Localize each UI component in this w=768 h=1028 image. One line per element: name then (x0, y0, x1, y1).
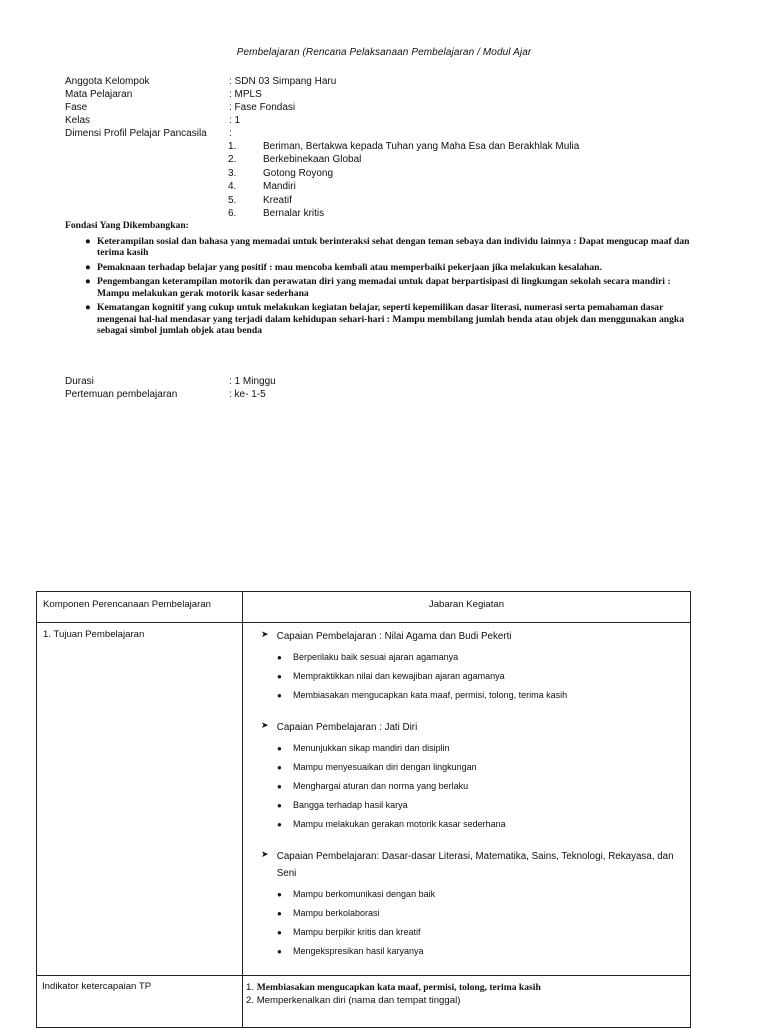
item-text: Membiasakan mengucapkan kata maaf, permisi, tolong, terima kasih (256, 982, 541, 993)
list-item (228, 153, 579, 166)
meta-row-kelas (65, 114, 625, 127)
list-item (261, 942, 690, 961)
list-item (65, 276, 695, 299)
table-header-row (37, 592, 691, 623)
bullet-icon: ● (277, 909, 282, 918)
bullet-icon: ● (277, 820, 282, 829)
fondasi-section (65, 220, 695, 340)
bullet-icon: ● (277, 782, 282, 791)
item-text: Bangga terhadap hasil karya (293, 800, 408, 810)
item-text: Kematangan kognitif yang cukup untuk melakukan kegiatan belajar, seperti kepemilikan dasar literasi, numerasi serta pemahaman dasar mengenai hal-hal mendasar yang terjadi dalam kehidupan sehari-hari : Mampu membilang jumlah benda atau objek dan menggunakan angka sebagai simbol jumlah objek atau benda (97, 302, 685, 336)
bullet-icon: ● (277, 947, 282, 956)
meta-value: : Fase Fondasi (229, 102, 296, 113)
item-text: Berperilaku baik sesuai ajaran agamanya (293, 652, 459, 662)
bullet-icon: ● (85, 235, 91, 247)
item-text: Mampu berkolaborasi (293, 908, 380, 918)
item-text: Menunjukkan sikap mandiri dan disiplin (293, 743, 450, 753)
item-number: 2. (228, 154, 237, 166)
meta-value: : ke- 1-5 (229, 389, 266, 400)
row-label-tujuan: 1. Tujuan Pembelajaran (37, 623, 243, 976)
meta-row-dimensi (65, 127, 625, 140)
capaian-list (261, 648, 690, 705)
item-text: Mampu menyesuaikan diri dengan lingkungan (293, 762, 477, 772)
bullet-icon: ● (85, 261, 91, 273)
meta-label: Anggota Kelompok (65, 76, 150, 87)
bullet-icon: ● (85, 276, 91, 287)
capaian-title: Capaian Pembelajaran: Dasar-dasar Literasi, Matematika, Sains, Teknologi, Rekayasa, dan Seni (276, 851, 674, 879)
item-text: Berkebinekaan Global (263, 154, 362, 166)
capaian-list (261, 739, 690, 834)
item-text: Mampu melakukan gerakan motorik kasar sederhana (293, 819, 506, 829)
item-text: Mampu berpikir kritis dan kreatif (293, 927, 421, 937)
bullet-icon: ● (277, 691, 282, 700)
item-text: Menghargai aturan dan norma yang berlaku (293, 781, 469, 791)
list-item (228, 167, 579, 180)
indikator-content (243, 976, 691, 1028)
header-cell-komponen: Komponen Perencanaan Pembelajaran (37, 592, 243, 623)
item-number: 3. (228, 167, 237, 179)
list-item (228, 207, 579, 220)
section-heading: Fondasi Yang Dikembangkan: (65, 220, 189, 231)
tujuan-content (243, 623, 691, 976)
meta-label: Kelas (65, 115, 91, 126)
list-item (65, 302, 695, 337)
item-number: 1. (228, 141, 237, 152)
row-label-indikator: Indikator ketercapaian TP (37, 976, 243, 1028)
bullet-icon: ● (277, 801, 282, 810)
capaian-block (261, 628, 690, 705)
meta-value: : 1 (229, 115, 241, 126)
bullet-icon: ● (277, 672, 282, 681)
item-number: 4. (228, 181, 237, 193)
meta-value: : SDN 03 Simpang Haru (229, 76, 337, 87)
item-text: Keterampilan sosial dan bahasa yang memadai untuk berinteraksi sehat dengan teman sebaya dan individu lainnya : Dapat mengucap maaf dan terima kasih (97, 235, 690, 258)
fondasi-list (65, 236, 695, 337)
capaian-title-row (261, 719, 690, 736)
bullet-icon: ● (277, 653, 282, 662)
arrow-icon: ➤ (261, 849, 269, 859)
table-row (37, 623, 691, 976)
capaian-title: Capaian Pembelajaran : Nilai Agama dan Budi Pekerti (276, 631, 512, 642)
item-text: Mempraktikkan nilai dan kewajiban ajaran agamanya (293, 671, 505, 681)
table-row (37, 976, 691, 1028)
dimensi-list (228, 140, 579, 220)
page-title: Pembelajaran (Rencana Pelaksanaan Pembelajaran / Modul Ajar (236, 47, 532, 58)
list-item (261, 686, 690, 705)
meta-row-mapel (65, 88, 625, 101)
meta-value: : 1 Minggu (229, 376, 276, 387)
item-text: Gotong Royong (263, 167, 334, 179)
meta-label: Mata Pelajaran (65, 89, 133, 100)
bullet-icon: ● (277, 744, 282, 753)
bullet-icon: ● (277, 890, 282, 899)
item-number: 1. (246, 982, 255, 993)
item-number: 2. (246, 995, 255, 1006)
bullet-icon: ● (277, 763, 282, 772)
arrow-icon: ➤ (261, 629, 269, 639)
meta-row-anggota (65, 75, 625, 88)
capaian-block (261, 719, 690, 834)
meta-row-pertemuan (65, 388, 276, 401)
list-item (261, 739, 690, 758)
list-item (261, 904, 690, 923)
item-text: Kreatif (263, 194, 292, 206)
list-item (228, 194, 579, 207)
capaian-title-row (261, 848, 690, 882)
list-item (228, 180, 579, 193)
arrow-icon: ➤ (261, 720, 269, 730)
item-number: 6. (228, 207, 237, 219)
item-text: Memperkenalkan diri (nama dan tempat tinggal) (256, 995, 461, 1006)
bullet-icon: ● (85, 302, 91, 313)
meta-value: : (229, 128, 232, 139)
item-text: Mandiri (263, 181, 296, 193)
list-item (261, 923, 690, 942)
capaian-title: Capaian Pembelajaran : Jati Diri (276, 722, 418, 733)
list-item (261, 815, 690, 834)
meta-label: Dimensi Profil Pelajar Pancasila (65, 128, 207, 139)
list-item (65, 236, 695, 259)
duration-section (65, 375, 276, 401)
list-item (261, 667, 690, 686)
list-item (261, 648, 690, 667)
list-item (246, 994, 690, 1007)
header-cell-jabaran: Jabaran Kegiatan (243, 592, 691, 623)
item-text: Beriman, Bertakwa kepada Tuhan yang Maha Esa dan Berakhlak Mulia (263, 141, 580, 152)
list-item (65, 262, 695, 274)
meta-row-durasi (65, 375, 276, 388)
list-item (228, 140, 579, 153)
item-text: Mengekspresikan hasil karyanya (293, 946, 424, 956)
meta-label: Fase (65, 102, 88, 113)
list-item (261, 777, 690, 796)
capaian-title-row (261, 628, 690, 645)
plan-table (36, 591, 691, 1028)
item-number: 5. (228, 194, 237, 206)
capaian-block (261, 848, 690, 961)
meta-row-fase (65, 101, 625, 114)
capaian-list (261, 885, 690, 961)
meta-label: Pertemuan pembelajaran (65, 389, 178, 400)
identity-section (65, 75, 625, 140)
item-text: Pemaknaan terhadap belajar yang positif : mau mencoba kembali atau memperbaiki pekerjaan jika melakukan kesalahan. (97, 261, 602, 273)
meta-value: : MPLS (229, 89, 262, 100)
meta-label: Durasi (65, 376, 94, 387)
list-item (261, 885, 690, 904)
item-text: Membiasakan mengucapkan kata maaf, permisi, tolong, terima kasih (293, 690, 568, 700)
item-text: Pengembangan keterampilan motorik dan perawatan diri yang memadai untuk dapat berpartisipasi di lingkungan sekolah secara mandiri : Mampu melakukan gerak motorik kasar sederhana (97, 276, 671, 299)
item-text: Bernalar kritis (263, 207, 325, 219)
list-item (261, 796, 690, 815)
list-item (261, 758, 690, 777)
list-item (246, 981, 690, 994)
bullet-icon: ● (277, 928, 282, 937)
item-text: Mampu berkomunikasi dengan baik (293, 889, 436, 899)
